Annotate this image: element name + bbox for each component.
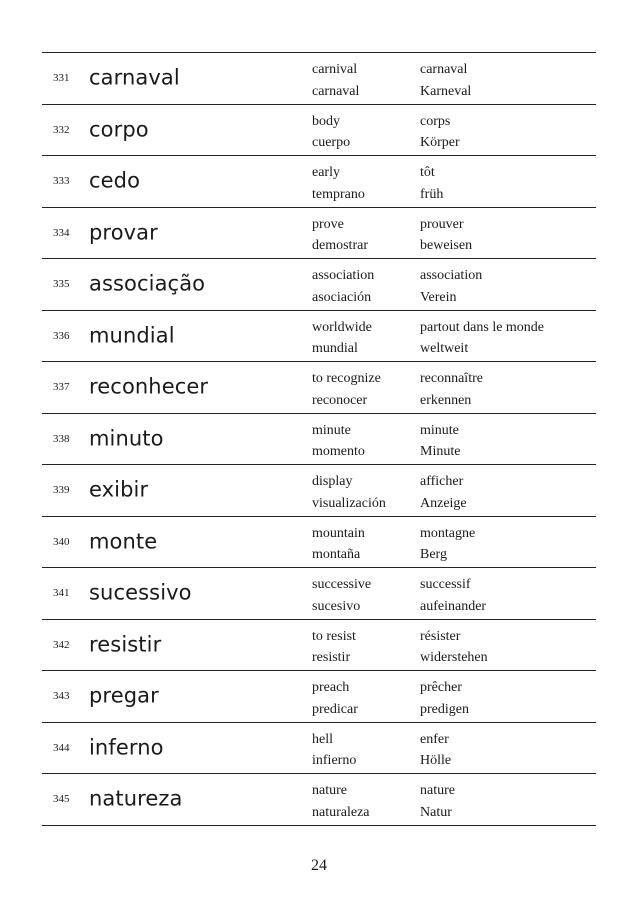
german-translation: weltweit <box>420 341 469 356</box>
portuguese-word: exibir <box>89 477 149 502</box>
vocab-row <box>42 568 596 620</box>
english-translation: preach <box>312 680 350 695</box>
translation-column-b <box>420 420 460 463</box>
portuguese-word: associação <box>89 271 206 296</box>
translation-column-b <box>420 368 483 411</box>
german-translation: Körper <box>420 135 460 150</box>
translation-column-b <box>420 729 451 772</box>
translation-column-a <box>312 214 368 257</box>
portuguese-word: corpo <box>89 117 149 142</box>
german-translation: Berg <box>420 547 447 562</box>
vocab-row <box>42 362 596 414</box>
french-translation: nature <box>420 783 455 798</box>
portuguese-word: minuto <box>89 426 164 451</box>
german-translation: beweisen <box>420 238 473 253</box>
vocab-row <box>42 723 596 775</box>
spanish-translation: predicar <box>312 701 358 717</box>
translation-column-a <box>312 420 365 463</box>
french-translation: résister <box>420 628 461 644</box>
entry-number: 344 <box>53 741 70 754</box>
vocab-row <box>42 620 596 672</box>
entry-number: 345 <box>53 793 70 806</box>
entry-number: 338 <box>53 432 70 445</box>
portuguese-word: provar <box>89 220 158 245</box>
english-translation: display <box>312 474 353 489</box>
english-translation: worldwide <box>312 319 372 335</box>
spanish-translation: naturaleza <box>312 804 370 820</box>
entry-number: 340 <box>53 535 70 548</box>
translation-column-b <box>420 111 460 154</box>
portuguese-word: cedo <box>89 168 141 193</box>
translation-column-a <box>312 780 370 823</box>
vocab-row <box>42 671 596 723</box>
french-translation: prouver <box>420 216 464 232</box>
portuguese-word: inferno <box>89 735 164 760</box>
german-translation: Anzeige <box>420 495 467 511</box>
english-translation: minute <box>312 422 351 438</box>
portuguese-word: monte <box>89 529 158 554</box>
translation-column-b <box>420 471 467 514</box>
translation-column-b <box>420 523 475 566</box>
spanish-translation: visualización <box>312 495 386 511</box>
portuguese-word: carnaval <box>89 65 180 90</box>
spanish-translation: sucesivo <box>312 598 361 614</box>
french-translation: minute <box>420 422 459 438</box>
english-translation: to resist <box>312 628 356 644</box>
english-translation: carnival <box>312 62 358 77</box>
german-translation: widerstehen <box>420 650 488 665</box>
portuguese-word: natureza <box>89 786 183 811</box>
english-translation: prove <box>312 216 344 232</box>
entry-number: 334 <box>53 226 70 239</box>
spanish-translation: asociación <box>312 289 372 305</box>
entry-number: 342 <box>53 638 70 651</box>
page-number: 24 <box>311 857 327 874</box>
french-translation: carnaval <box>420 62 468 77</box>
translation-column-b <box>420 317 544 360</box>
french-translation: tôt <box>420 165 435 180</box>
portuguese-word: reconhecer <box>89 374 209 399</box>
vocab-row <box>42 259 596 311</box>
english-translation: association <box>312 268 375 283</box>
spanish-translation: infierno <box>312 753 357 768</box>
spanish-translation: montaña <box>312 547 361 562</box>
translation-column-b <box>420 677 469 720</box>
spanish-translation: momento <box>312 444 365 459</box>
french-translation: prêcher <box>420 680 462 695</box>
translation-column-a <box>312 626 356 669</box>
spanish-translation: carnaval <box>312 83 360 99</box>
translation-column-a <box>312 677 358 720</box>
french-translation: reconnaître <box>420 371 483 386</box>
vocab-row <box>42 414 596 466</box>
translation-column-a <box>312 111 350 154</box>
translation-column-a <box>312 162 365 205</box>
entry-number: 341 <box>53 587 70 600</box>
entry-number: 331 <box>53 72 70 85</box>
portuguese-word: mundial <box>89 323 175 348</box>
vocab-row <box>42 156 596 208</box>
entry-number: 332 <box>53 123 70 136</box>
english-translation: early <box>312 165 340 180</box>
french-translation: montagne <box>420 525 476 541</box>
german-translation: erkennen <box>420 392 472 408</box>
english-translation: to recognize <box>312 371 381 386</box>
french-translation: afficher <box>420 474 464 489</box>
spanish-translation: resistir <box>312 650 351 665</box>
german-translation: Hölle <box>420 753 452 768</box>
entry-number: 343 <box>53 690 70 703</box>
translation-column-b <box>420 265 482 308</box>
translation-column-a <box>312 523 365 566</box>
translation-column-b <box>420 780 455 823</box>
entry-number: 335 <box>53 278 70 291</box>
spanish-translation: temprano <box>312 186 365 202</box>
german-translation: Minute <box>420 444 461 459</box>
translation-column-b <box>420 162 443 205</box>
entry-number: 333 <box>53 175 70 188</box>
translation-column-a <box>312 59 359 102</box>
translation-column-a <box>312 368 381 411</box>
german-translation: Natur <box>420 804 452 820</box>
german-translation: Verein <box>420 289 457 305</box>
vocabulary-table <box>42 52 596 826</box>
vocab-row <box>42 105 596 157</box>
translation-column-b <box>420 59 471 102</box>
english-translation: mountain <box>312 525 365 541</box>
entry-number: 336 <box>53 329 70 342</box>
portuguese-word: resistir <box>89 632 162 657</box>
english-translation: nature <box>312 783 347 798</box>
vocab-row <box>42 208 596 260</box>
translation-column-a <box>312 574 371 617</box>
vocab-row <box>42 311 596 363</box>
spanish-translation: cuerpo <box>312 135 351 150</box>
german-translation: aufeinander <box>420 598 487 614</box>
translation-column-b <box>420 214 472 257</box>
english-translation: body <box>312 113 340 129</box>
vocab-row <box>42 465 596 517</box>
german-translation: predigen <box>420 701 469 717</box>
english-translation: successive <box>312 577 372 592</box>
spanish-translation: demostrar <box>312 238 368 253</box>
translation-column-a <box>312 471 386 514</box>
translation-column-b <box>420 574 486 617</box>
translation-column-a <box>312 265 374 308</box>
french-translation: successif <box>420 577 471 592</box>
spanish-translation: mundial <box>312 341 358 356</box>
vocab-row <box>42 774 596 826</box>
translation-column-a <box>312 729 356 772</box>
french-translation: partout dans le monde <box>420 319 545 335</box>
portuguese-word: sucessivo <box>89 580 192 605</box>
vocab-row <box>42 517 596 569</box>
english-translation: hell <box>312 731 333 747</box>
portuguese-word: pregar <box>89 683 159 708</box>
french-translation: corps <box>420 113 451 129</box>
translation-column-b <box>420 626 488 669</box>
german-translation: Karneval <box>420 83 472 99</box>
entry-number: 339 <box>53 484 70 497</box>
french-translation: association <box>420 268 483 283</box>
vocab-row <box>42 53 596 105</box>
translation-column-a <box>312 317 372 360</box>
german-translation: früh <box>420 186 444 202</box>
spanish-translation: reconocer <box>312 392 368 408</box>
entry-number: 337 <box>53 381 70 394</box>
french-translation: enfer <box>420 731 449 747</box>
